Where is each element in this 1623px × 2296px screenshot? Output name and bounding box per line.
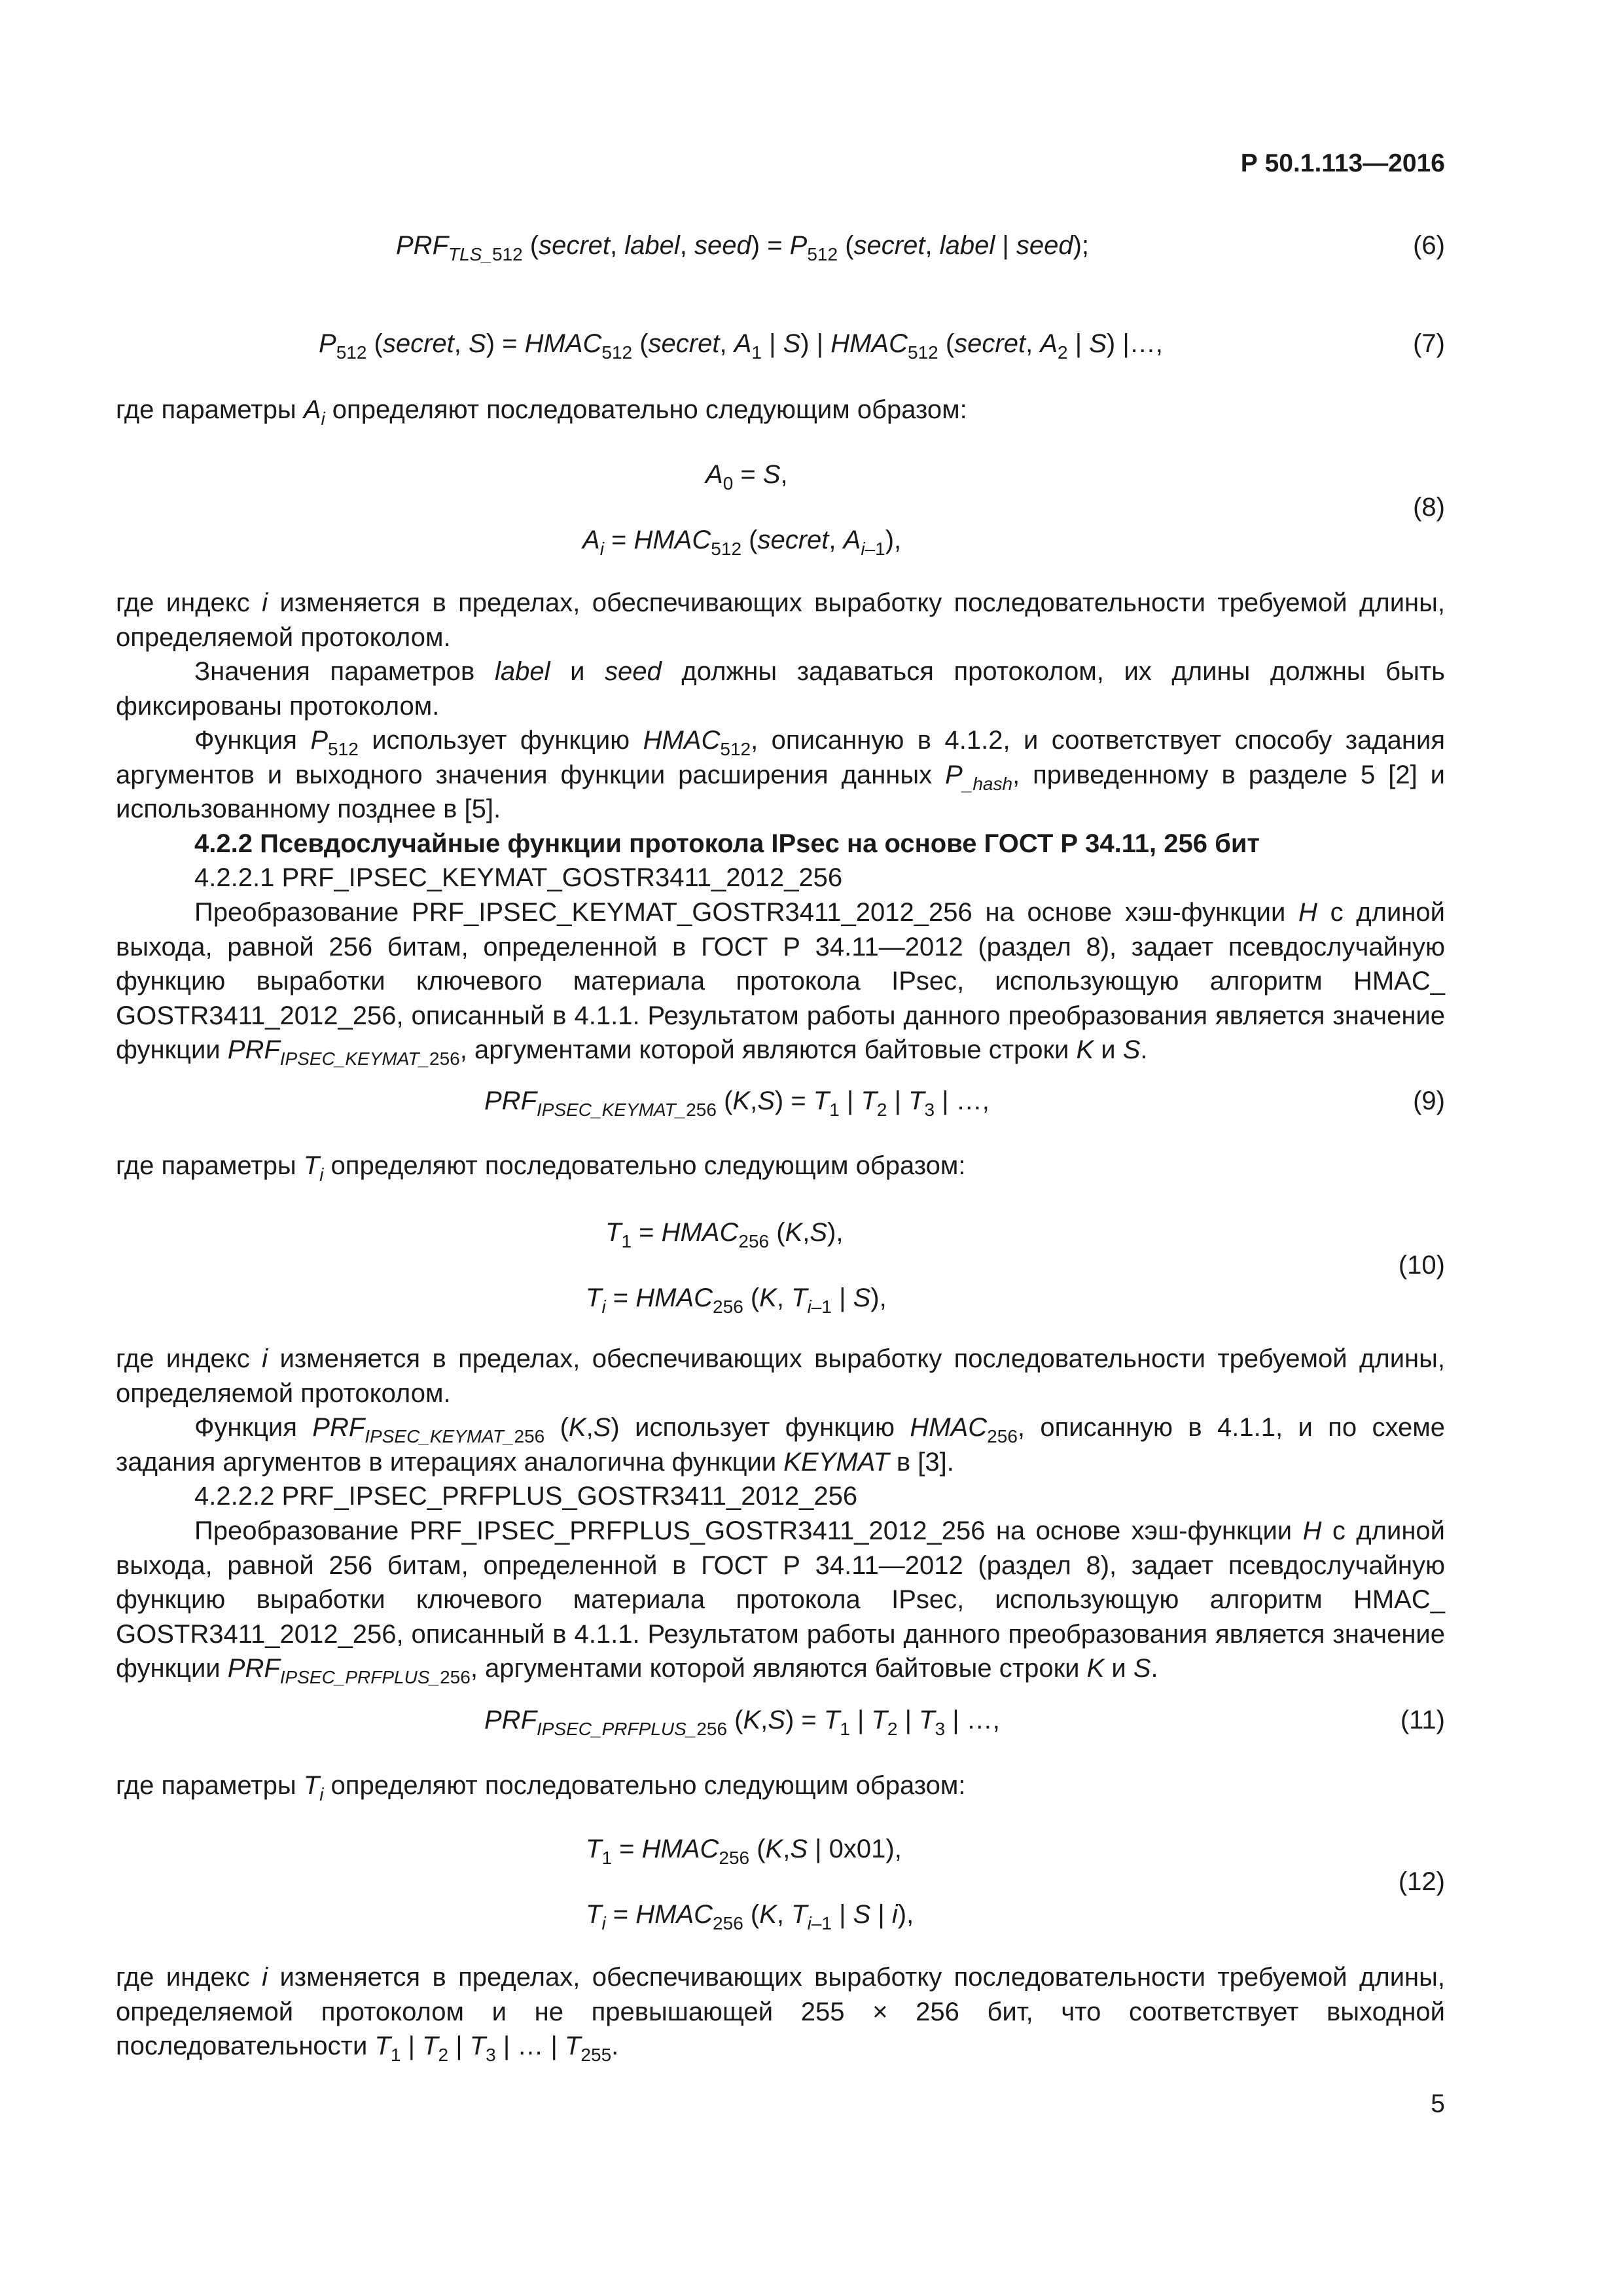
section-4-2-2-2-heading: 4.2.2.2 PRF_IPSEC_PRFPLUS_GOSTR3411_2012_256 [194,1482,858,1511]
func-keymat-paragraph: Функция $PRF_{IPSEC\_KEYMAT\_256}$ (K,S) использует функцию $HMAC_{256}$, описанную в 4.1.1, и по схеме задания аргументов в итерациях аналогична функции KEYMAT в [3]. [116,1413,1445,1477]
formula-8a: $A_0 = S$, [705,460,788,493]
section-4-2-2-1-heading: 4.2.2.1 PRF_IPSEC_KEYMAT_GOSTR3411_2012_256 [194,863,843,892]
where-ai-lead: где параметры [116,395,296,424]
formula-7: $P_{512}$ (secret, $S) = HMAC_{512}$ (secret, $A_1$ | S) | $HMAC_{512}$ (secret, $A_2$ | S) |…, [319,329,1163,363]
func-p512-paragraph: Функция $P_{512}$ использует функцию $HMAC_{512}$, описанную в 4.1.2, и соответствует способу задания аргументов и выходного значения функции расширения данных $P_{\_hash}$, приведенному в разделе 5 [2] и использованному позднее в [5]. [116,726,1446,823]
equation-number-6: (6) [1413,231,1445,260]
where-ai-end: определяют последовательно следующим образом: [332,395,967,424]
formula-6: $PRF_{TLS\_512}$ (secret, label, seed) = $P_{512}$ (secret, label | seed); [396,231,1090,264]
formula-8b: $A_i$ = $HMAC_{512}$ (secret, $A_{i-1}$), [582,526,902,559]
where-ai-text: где параметры $A_i$ определяют последовательно следующим образом: [116,395,967,429]
where-ti-text-2: где параметры $T_i$ определяют последовательно следующим образом: [116,1771,966,1804]
keymat-description-paragraph: Преобразование PRF_IPSEC_KEYMAT_GOSTR3411_2012_256 на основе хэш-функции H с длиной выхода, равной 256 битам, определенной в ГОСТ Р 34.11—2012 (раздел 8), задает псевдослучайную функцию выработки ключевого материала протокола IPsec, использующую алгоритм HMAC_ GOSTR3411_2012_256, описанный в 4.1.1. Результатом работы данного преобразования является значение функции $PRF_{IPSEC\_KEYMAT\_256}$, аргументами которой являются байтовые строки K и S. [116,898,1445,1069]
equation-number-7: (7) [1413,329,1445,358]
formula-10b: $T_i$ = $HMAC_{256}$ (K, $T_{i-1}$ | S), [586,1283,887,1317]
index-i-paragraph-3: где индекс i изменяется в пределах, обеспечивающих выработку последовательности требуемой длины, определяемой протоколом и не превышающей 255 × 256 бит, что соответствует выходной последовательности $T_1$ | $T_2$ | $T_3$ | … | $T_{255}$. [116,1963,1445,2065]
prfplus-description-paragraph: Преобразование PRF_IPSEC_PRFPLUS_GOSTR3411_2012_256 на основе хэш-функции H с длиной выхода, равной 256 битам, определенной в ГОСТ Р 34.11—2012 (раздел 8), задает псевдослучайную функцию выработки ключевого материала протокола IPsec, использующую алгоритм HMAC_ GOSTR3411_2012_256, описанный в 4.1.1. Результатом работы данного преобразования является значение функции $PRF_{IPSEC\_PRFPLUS\_256}$, аргументами которой являются байтовые строки K и S. [116,1516,1445,1687]
formula-9: $PRF_{IPSEC\_KEYMAT\_256}$ $(K,S) = T_1$ | $T_2$ | $T_3$ | …, [484,1086,990,1120]
where-ti-text-1: где параметры $T_i$ определяют последовательно следующим образом: [116,1151,966,1185]
formula-10a: $T_1$ = $HMAC_{256}$ (K,S), [605,1218,844,1251]
values-label-seed-paragraph: Значения параметров label и seed должны задаваться протоколом, их длины должны быть фиксированы протоколом. [116,657,1446,721]
section-4-2-2-heading: 4.2.2 Псевдослучайные функции протокола IPsec на основе ГОСТ Р 34.11, 256 бит [194,829,1260,858]
equation-number-8: (8) [1413,493,1445,522]
equation-number-11: (11) [1400,1706,1445,1734]
equation-number-10: (10) [1398,1251,1445,1280]
document-id: Р 50.1.113—2016 [1240,149,1445,177]
equation-number-9: (9) [1413,1086,1445,1115]
formula-11: $PRF_{IPSEC\_PRFPLUS\_256}$ $(K,S) = T_1$ | $T_2$ | $T_3$ | …, [484,1706,1000,1739]
formula-12a: $T_1$ = $HMAC_{256}$ (K,S | 0x01), [586,1835,902,1868]
formula-12b: $T_i$ = $HMAC_{256}$ (K, $T_{i-1}$ | S | i), [586,1900,914,1933]
equation-number-12: (12) [1398,1867,1445,1896]
index-i-paragraph-2: где индекс i изменяется в пределах, обеспечивающих выработку последовательности требуемой длины, определяемой протоколом. [116,1344,1445,1408]
page-number: 5 [1431,2090,1445,2118]
index-i-paragraph-1: где индекс i изменяется в пределах, обеспечивающих выработку последовательности требуемой длины, определяемой протоколом. [116,588,1445,652]
